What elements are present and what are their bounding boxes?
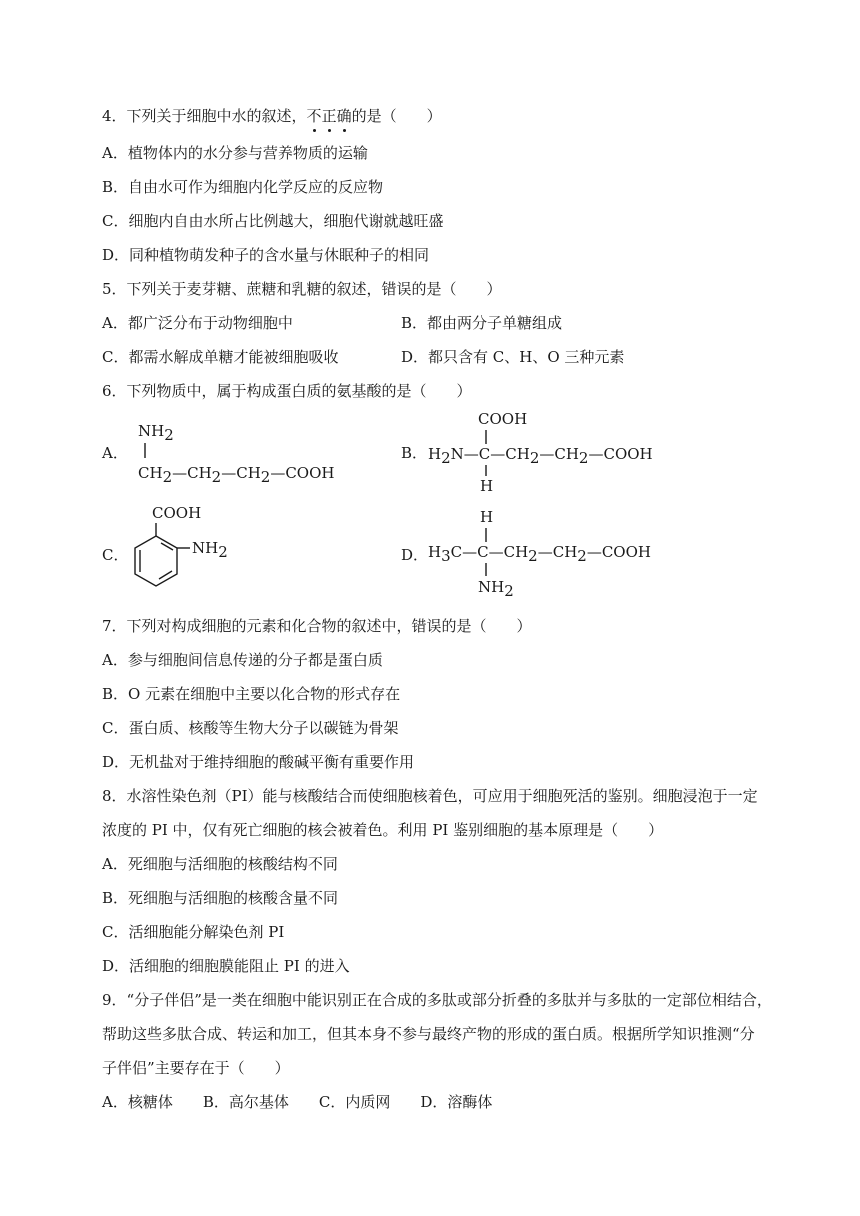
q4-emph-char-2: 正 (322, 107, 337, 125)
q6-option-d-letter: D． (401, 546, 429, 564)
q8-stem-line-1: 8．水溶性染色剂（PI）能与核酸结合而使细胞核着色，可应用于细胞死活的鉴别。细胞浸泡于一定 (102, 787, 758, 805)
q6-option-c-letter: C． (102, 546, 129, 564)
q6-structure-b (428, 404, 678, 494)
q4-option-c: C．细胞内自由水所占比例越大，细胞代谢就越旺盛 (102, 212, 444, 230)
q6d-nh2-bottom: NH2 (478, 578, 514, 600)
q9-stem-line-2: 帮助这些多肽合成、转运和加工，但其本身不参与最终产物的形成的蛋白质。根据所学知识推测“分 (102, 1025, 755, 1043)
q6b-main-chain: H2N—C—CH2—CH2—COOH (428, 445, 653, 467)
q6b-cooh-top: COOH (478, 410, 528, 428)
q7-option-b: B．O 元素在细胞中主要以化合物的形式存在 (102, 685, 401, 703)
q6c-nh2: NH2 (192, 539, 228, 561)
q6c-benzene-ring (135, 536, 177, 586)
q6-structure-c (128, 500, 248, 610)
q8-option-b: B．死细胞与活细胞的核酸含量不同 (102, 889, 339, 907)
q6d-h-top: H (480, 508, 494, 526)
q6-structure-d (428, 502, 678, 602)
q8-stem-line-2: 浓度的 PI 中，仅有死亡细胞的核会被着色。利用 PI 鉴别细胞的基本原理是（ ） (102, 821, 664, 839)
q9-stem-line-1: 9．“分子伴侣”是一类在细胞中能识别正在合成的多肽或部分折叠的多肽并与多肽的一定部位相结合， (102, 991, 772, 1009)
q9-stem-line-3: 子伴侣”主要存在于（ ） (102, 1059, 290, 1077)
q7-option-a: A．参与细胞间信息传递的分子都是蛋白质 (102, 651, 383, 669)
q5-option-b: B．都由两分子单糖组成 (401, 314, 563, 332)
q4-option-b: B．自由水可作为细胞内化学反应的反应物 (102, 178, 384, 196)
q5-option-c: C．都需水解成单糖才能被细胞吸收 (102, 348, 339, 366)
q4-emph-char-3: 确 (337, 107, 352, 125)
q6b-h-bottom: H (480, 477, 494, 495)
q5-stem: 5．下列关于麦芽糖、蔗糖和乳糖的叙述，错误的是（ ） (102, 280, 502, 298)
q4-stem (102, 106, 442, 126)
q7-option-c: C．蛋白质、核酸等生物大分子以碳链为骨架 (102, 719, 399, 737)
q6a-chain: CH2—CH2—CH2—COOH (138, 464, 335, 486)
q6-stem: 6．下列物质中，属于构成蛋白质的氨基酸的是（ ） (102, 382, 472, 400)
q4-stem-before: 4．下列关于细胞中水的叙述， (102, 107, 307, 125)
q4-option-a: A．植物体内的水分参与营养物质的运输 (102, 144, 368, 162)
q6-option-b-letter: B． (401, 444, 428, 462)
q4-option-d: D．同种植物萌发种子的含水量与休眠种子的相同 (102, 246, 430, 264)
q8-option-c: C．活细胞能分解染色剂 PI (102, 923, 285, 941)
q9-options: A．核糖体 B．高尔基体 C．内质网 D．溶酶体 (102, 1093, 493, 1111)
q7-stem: 7．下列对构成细胞的元素和化合物的叙述中，错误的是（ ） (102, 617, 532, 635)
q6d-main-chain: H3C—C—CH2—CH2—COOH (428, 543, 651, 565)
q6-option-a-letter: A． (102, 444, 128, 462)
q4-stem-after: 的是（ ） (351, 107, 442, 125)
q6-structure-a (132, 412, 382, 492)
q5-option-d: D．都只含有 C、H、O 三种元素 (401, 348, 625, 366)
q5-option-a: A．都广泛分布于动物细胞中 (102, 314, 293, 332)
q8-option-a: A．死细胞与活细胞的核酸结构不同 (102, 855, 338, 873)
q4-emph-char-1: 不 (307, 107, 322, 125)
q6c-cooh: COOH (152, 504, 202, 522)
q7-option-d: D．无机盐对于维持细胞的酸碱平衡有重要作用 (102, 753, 415, 771)
q8-option-d: D．活细胞的细胞膜能阻止 PI 的进入 (102, 957, 350, 975)
q6a-nh2: NH2 (138, 422, 174, 444)
